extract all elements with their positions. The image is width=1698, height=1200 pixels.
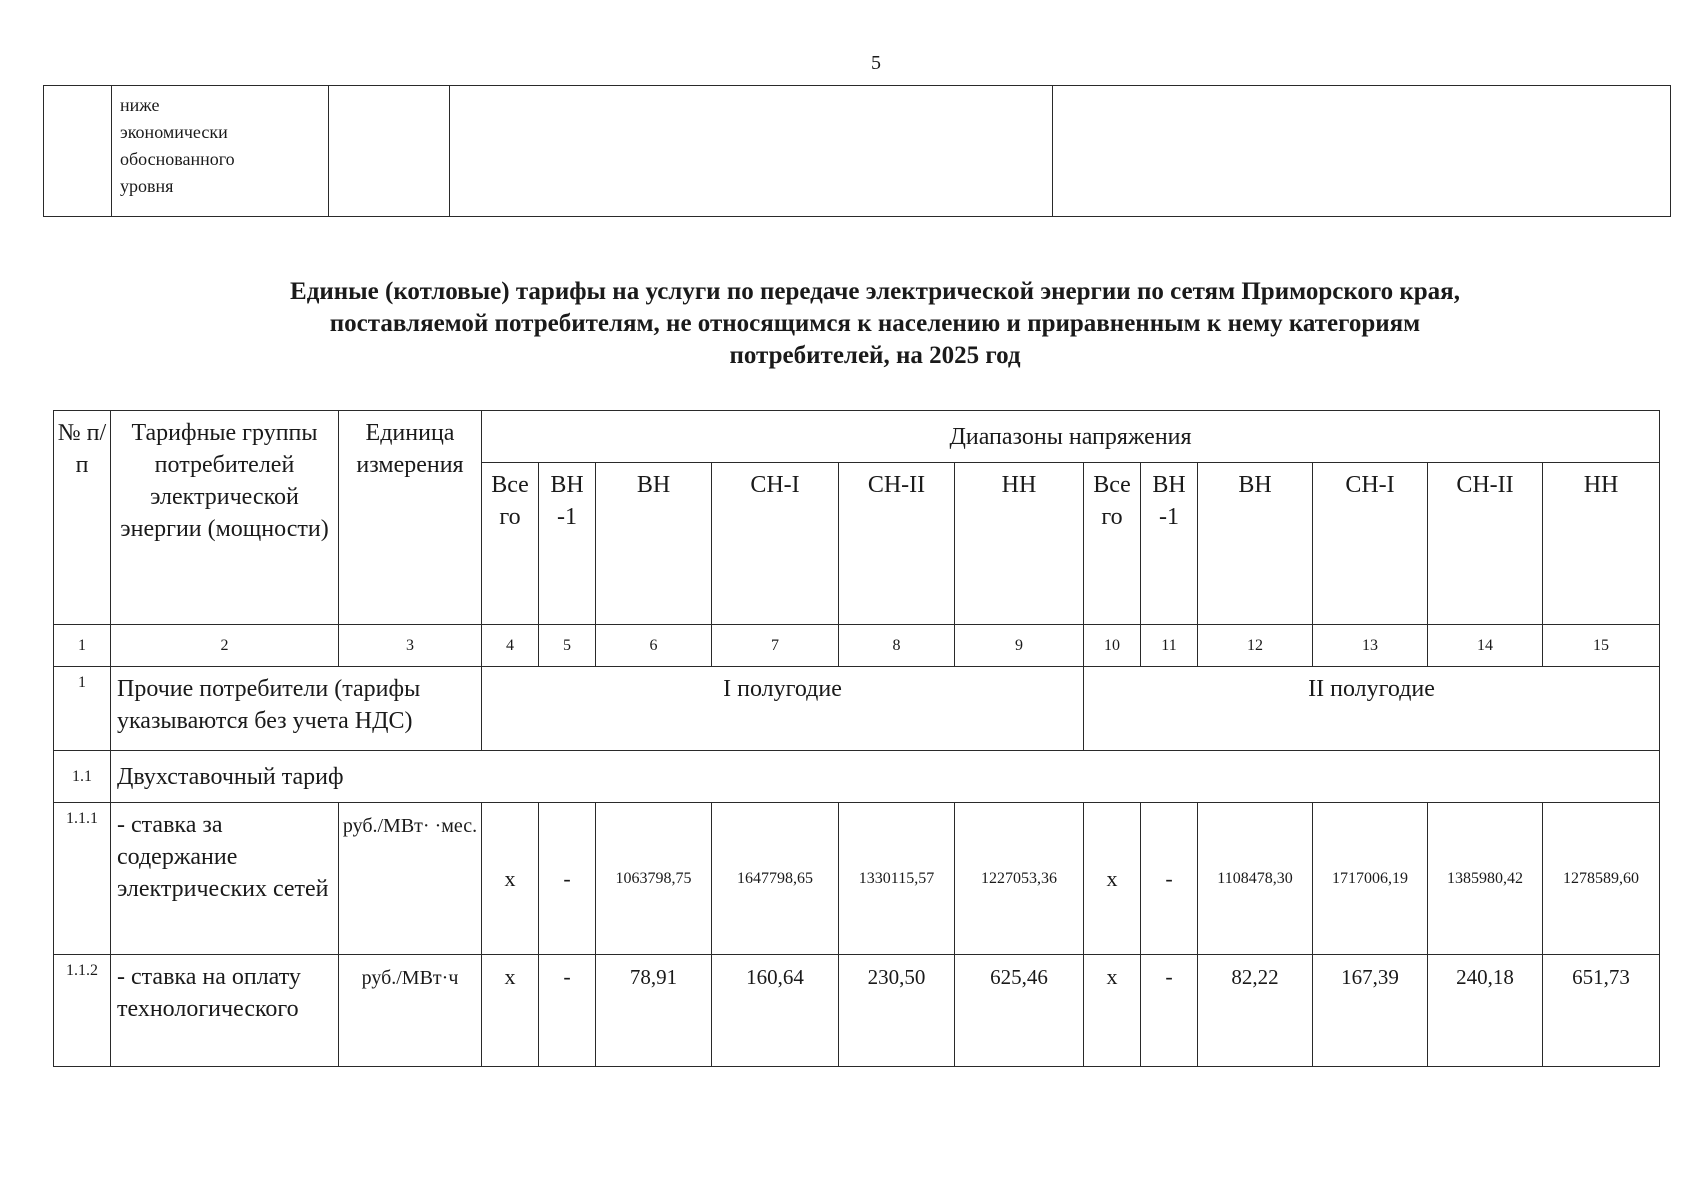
title-line: потребителей, на 2025 год <box>729 342 1021 369</box>
header-sub: СН-II <box>839 463 955 625</box>
col-number: 15 <box>1543 625 1660 667</box>
col-number: 5 <box>539 625 596 667</box>
fragment-table <box>43 85 1671 217</box>
fragment-line: экономически <box>120 122 228 142</box>
row-no: 1.1.1 <box>54 803 111 955</box>
fragment-text-cell <box>112 86 329 217</box>
header-no: № п/п <box>54 411 111 625</box>
col-number: 9 <box>955 625 1084 667</box>
header-sub: СН-I <box>712 463 839 625</box>
header-sub: ВН <box>1198 463 1313 625</box>
col-number: 7 <box>712 625 839 667</box>
value-cell: 240,18 <box>1428 955 1543 1067</box>
value-cell: x <box>1084 803 1141 955</box>
fragment-line: ниже <box>120 95 160 115</box>
tariff-table <box>53 410 1660 1067</box>
fragment-cell-empty <box>329 86 450 217</box>
value-cell: 167,39 <box>1313 955 1428 1067</box>
header-unit: Единица измерения <box>339 411 482 625</box>
col-number: 13 <box>1313 625 1428 667</box>
section-no: 1 <box>54 667 111 751</box>
section-label: Прочие потребители (тарифы указываются без учета НДС) <box>111 667 482 751</box>
header-ranges: Диапазоны напряжения <box>482 411 1660 463</box>
value-cell: 1330115,57 <box>839 803 955 955</box>
fragment-cell-empty <box>450 86 1053 217</box>
value-cell: - <box>1141 803 1198 955</box>
col-number: 10 <box>1084 625 1141 667</box>
value-cell: - <box>539 803 596 955</box>
title-line: Единые (котловые) тарифы на услуги по передаче электрической энергии по сетям Приморского края, <box>290 278 1460 305</box>
col-number: 1 <box>54 625 111 667</box>
col-number: 14 <box>1428 625 1543 667</box>
value-cell: 1108478,30 <box>1198 803 1313 955</box>
row-unit: руб./МВт·ч <box>339 955 482 1067</box>
fragment-line: обоснованного <box>120 149 235 169</box>
value-cell: 1227053,36 <box>955 803 1084 955</box>
half-year-2: II полугодие <box>1084 667 1660 751</box>
value-cell: x <box>482 803 539 955</box>
subsection-no: 1.1 <box>54 751 111 803</box>
value-cell: 1063798,75 <box>596 803 712 955</box>
header-sub: ВН -1 <box>1141 463 1198 625</box>
half-year-1: I полугодие <box>482 667 1084 751</box>
header-sub: ВН -1 <box>539 463 596 625</box>
value-cell: x <box>482 955 539 1067</box>
value-cell: 160,64 <box>712 955 839 1067</box>
value-cell: 1717006,19 <box>1313 803 1428 955</box>
value-cell: 1278589,60 <box>1543 803 1660 955</box>
value-cell: 230,50 <box>839 955 955 1067</box>
value-cell: 651,73 <box>1543 955 1660 1067</box>
header-sub: СН-I <box>1313 463 1428 625</box>
value-cell: x <box>1084 955 1141 1067</box>
page-number: 5 <box>871 52 881 74</box>
col-number: 6 <box>596 625 712 667</box>
value-cell: 625,46 <box>955 955 1084 1067</box>
col-number: 2 <box>111 625 339 667</box>
row-label: - ставка за содержание электрических сетей <box>111 803 339 955</box>
header-sub: Все го <box>482 463 539 625</box>
row-no: 1.1.2 <box>54 955 111 1067</box>
header-sub: ВН <box>596 463 712 625</box>
col-number: 4 <box>482 625 539 667</box>
header-group: Тарифные группы потребителей электрической энергии (мощности) <box>111 411 339 625</box>
row-unit: руб./МВт· ·мес. <box>339 803 482 955</box>
value-cell: - <box>539 955 596 1067</box>
header-sub: НН <box>955 463 1084 625</box>
fragment-cell-empty <box>1053 86 1671 217</box>
header-sub: НН <box>1543 463 1660 625</box>
document-title <box>110 276 1640 372</box>
title-line: поставляемой потребителям, не относящимся к населению и приравненным к нему категориям <box>329 310 1421 337</box>
value-cell: 78,91 <box>596 955 712 1067</box>
value-cell: 1385980,42 <box>1428 803 1543 955</box>
subsection-label: Двухставочный тариф <box>111 751 1660 803</box>
fragment-line: уровня <box>120 176 174 196</box>
value-cell: 1647798,65 <box>712 803 839 955</box>
col-number: 11 <box>1141 625 1198 667</box>
row-label: - ставка на оплату технологического <box>111 955 339 1067</box>
fragment-cell-empty <box>44 86 112 217</box>
value-cell: 82,22 <box>1198 955 1313 1067</box>
col-number: 8 <box>839 625 955 667</box>
col-number: 3 <box>339 625 482 667</box>
header-sub: Все го <box>1084 463 1141 625</box>
value-cell: - <box>1141 955 1198 1067</box>
col-number: 12 <box>1198 625 1313 667</box>
header-sub: СН-II <box>1428 463 1543 625</box>
